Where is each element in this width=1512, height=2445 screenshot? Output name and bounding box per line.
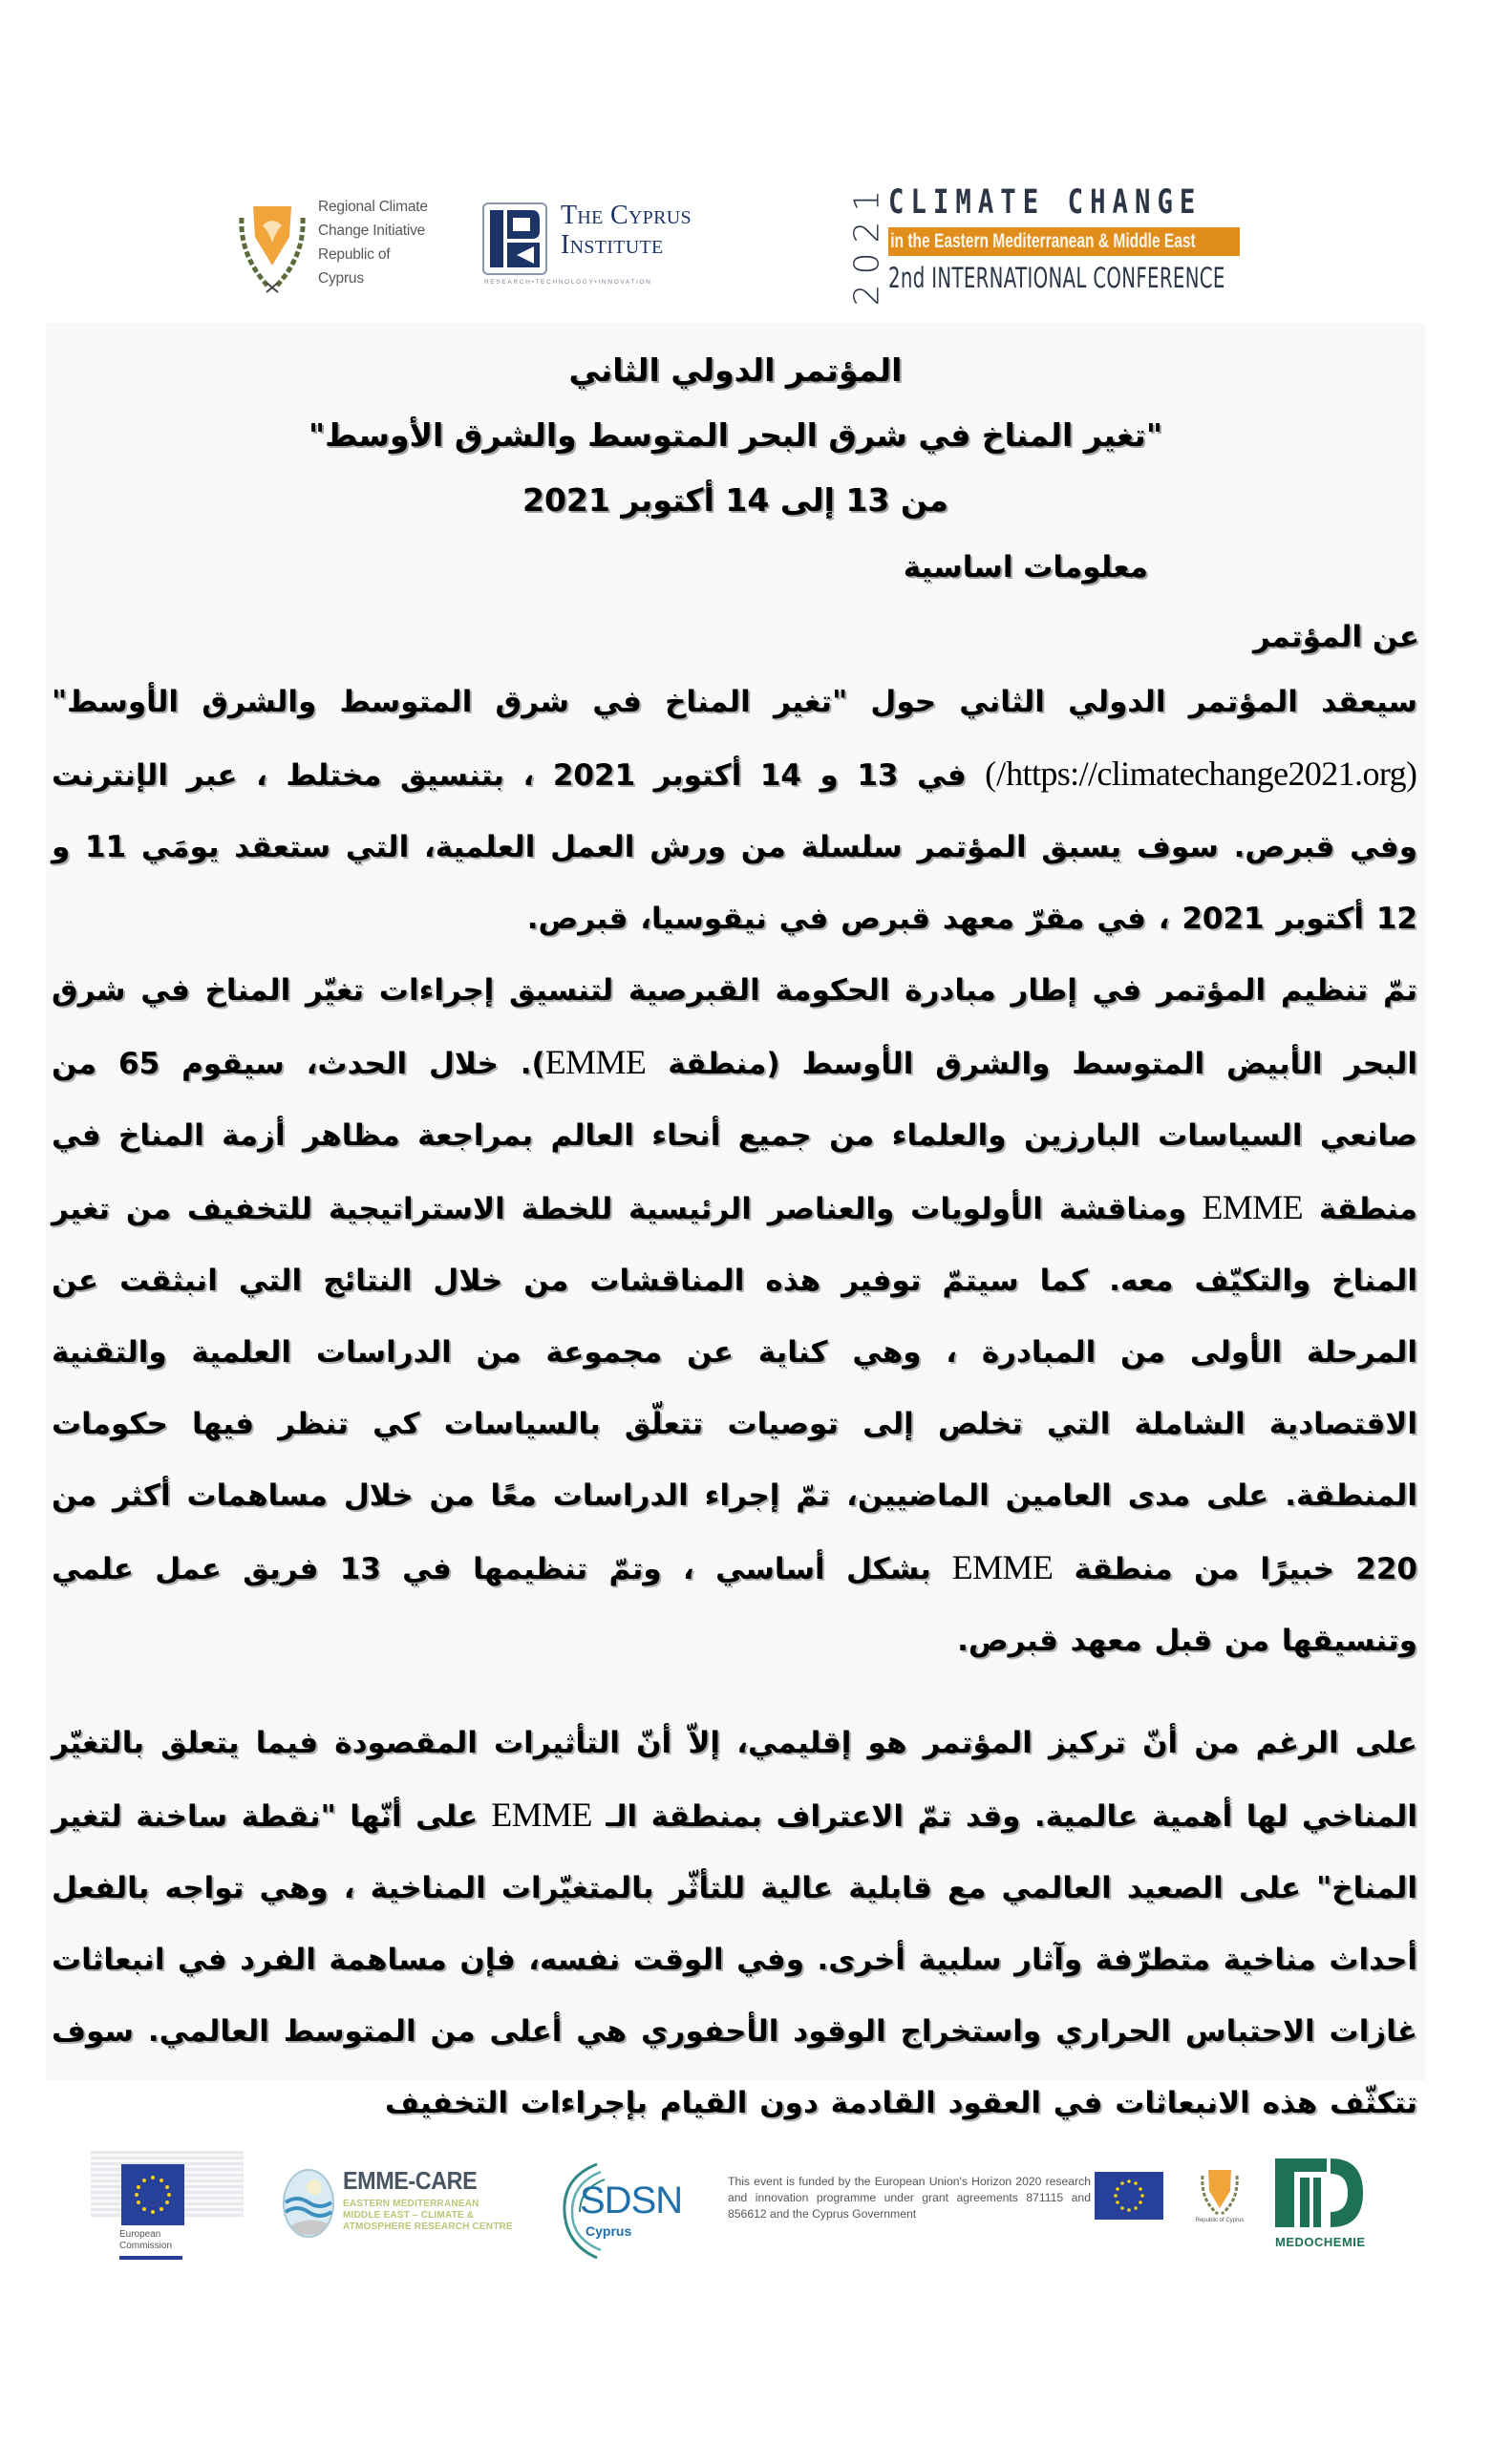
paragraph-2-text: تمّ تنظيم المؤتمر في إطار مبادرة الحكومة القبرصية لتنسيق إجراءات تغيّر المناخ في شرق البحر الأبيض المتوسط والشرق الأوسط (منطقة xyxy=(52,973,1417,1081)
republic-of-cyprus-logo xyxy=(1189,2166,1256,2243)
rcci-line: Regional Climate xyxy=(318,199,428,215)
emme-care-logo xyxy=(282,2166,511,2243)
medochemie-name: MEDOCHEMIE xyxy=(1275,2235,1366,2249)
ec-underline xyxy=(119,2256,182,2260)
conference-logo-line1: CLIMATE CHANGE xyxy=(888,183,1203,222)
eu-flag-icon xyxy=(1095,2172,1163,2220)
emme-care-globe-icon xyxy=(282,2168,335,2239)
conference-logo xyxy=(829,180,1259,307)
sponsor-logos xyxy=(0,2139,1512,2292)
medochemie-logo xyxy=(1275,2153,1371,2258)
roc-label: Republic of Cyprus xyxy=(1195,2218,1245,2223)
paragraph-2-text: ومناقشة الأولويات والعناصر الرئيسية للخطة الاستراتيجية للتخفيف من تغير المناخ والتكيّف معه. كما سيتمّ توفير هذه المناقشات من خلال النتائج التي انبثقت عن المرحلة الأولى من المبادرة ، وهي كناية عن مجموعة من الدراسات العلمية والتقنية الاقتصادية الشاملة التي تخلص إلى توصيات تتعلّق بالسياسات كي تنظر فيها حكومات المنطقة. على مدى العامين الماضيين، تمّ إجراء الدراسات معًا من خلال مساهمات أكثر من 220 خبيرًا من منطقة xyxy=(52,1192,1417,1586)
document-body xyxy=(46,323,1425,2120)
document-dates: من 13 إلى 14 أكتوبر 2021 xyxy=(522,481,948,519)
conference-year: 2021 xyxy=(847,180,887,307)
paragraph-3 xyxy=(52,1708,1417,2139)
ec-label: European xyxy=(119,2229,161,2240)
funding-statement: This event is funded by the European Union's Horizon 2020 research and innovation programme under grant agreements 871115 and 856612 and the Cyprus Government xyxy=(728,2175,1091,2221)
paragraph-1-text: في 13 و 14 أكتوبر 2021 ، بتنسيق مختلط ، عبر الإنترنت وفي قبرص. سوف يسبق المؤتمر سلسلة من ورش العمل العلمية، التي ستعقد يومَي 11 و 12 أكتوبر 2021 ، في مقرّ معهد قبرص في نيقوسيا، قبرص. xyxy=(52,758,1417,936)
emme-term: EMME xyxy=(1202,1188,1303,1226)
paragraph-2-text: ). خلال الحدث، سيقوم 65 من صانعي السياسات البارزين والعلماء من جميع أنحاء العالم بمراجعة مظاهر أزمة المناخ في منطقة xyxy=(52,1047,1417,1226)
paragraph-1-text: سيعقد المؤتمر الدولي الثاني حول "تغير المناخ في شرق المتوسط والشرق الأوسط" xyxy=(52,685,1417,719)
document-subtitle: "تغير المناخ في شرق البحر المتوسط والشرق الأوسط" xyxy=(308,416,1163,454)
emme-care-name: EMME-CARE xyxy=(343,2166,478,2195)
cyi-tagline: RESEARCH•TECHNOLOGY•INNOVATION xyxy=(484,279,652,286)
cyi-name-line1: The Cyprus xyxy=(561,201,692,230)
emme-term: EMME xyxy=(491,1796,592,1834)
sdsn-name: SDSN xyxy=(580,2179,683,2222)
emme-care-desc: ATMOSPHERE RESEARCH CENTRE xyxy=(343,2222,513,2232)
paragraph-2-text: بشكل أساسي ، وتمّ تنظيمها في 13 فريق عمل علمي وتنسيقها من قبل معهد قبرص. xyxy=(52,1552,1417,1658)
conference-logo-line2: in the Eastern Mediterranean & Middle East xyxy=(890,230,1196,252)
emme-care-desc: MIDDLE EAST – CLIMATE & xyxy=(343,2210,475,2221)
cyprus-institute-logo xyxy=(482,199,726,289)
section-heading: معلومات اساسية xyxy=(903,550,1148,585)
rcci-line: Change Initiative xyxy=(318,223,426,239)
regional-climate-initiative-logo xyxy=(234,191,435,296)
paragraph-3-text: على الرغم من أنّ تركيز المؤتمر هو إقليمي، إلاّ أنّ التأثيرات المقصودة فيما يتعلق بالتغيّر المناخي لها أهمية عالمية. وقد تمّ الاعتراف بمنطقة الـ xyxy=(52,1726,1418,1834)
rcci-line: Cyprus xyxy=(318,270,364,287)
about-heading: عن المؤتمر xyxy=(1252,620,1419,654)
document-title: المؤتمر الدولي الثاني xyxy=(568,351,903,389)
paragraph-2 xyxy=(52,955,1417,1677)
emme-term: EMME xyxy=(951,1548,1054,1586)
european-commission-logo xyxy=(91,2151,244,2265)
medochemie-mark-icon xyxy=(1275,2153,1363,2233)
paragraph-1 xyxy=(52,667,1417,955)
rcci-line: Republic of xyxy=(318,246,391,263)
conference-url-link[interactable]: (/https://climatechange2021.org) xyxy=(985,755,1417,793)
cyi-mark-icon xyxy=(482,202,547,275)
cyi-name-line2: Institute xyxy=(561,230,664,260)
sdsn-sub: Cyprus xyxy=(586,2223,632,2239)
eu-flag-icon xyxy=(121,2164,184,2225)
emme-care-desc: EASTERN MEDITERRANEAN xyxy=(343,2199,479,2209)
cyprus-emblem-icon xyxy=(234,199,310,294)
paragraph-3-text: على أنّها "نقطة ساخنة لتغير المناخ" على الصعيد العالمي مع قابلية عالية للتأثّر بالمتغيّرات المناخية ، وهي تواجه بالفعل أحداث مناخية متطرّفة وآثار سلبية أخرى. وفي الوقت نفسه، فإن مساهمة الفرد في انبعاثات غازات الاحتباس الحراري واستخراج الوقود الأحفوري هي أعلى من المتوسط العالمي. سوف تتكثّف هذه الانبعاثات في العقود القادمة دون القيام بإجراءات التخفيف xyxy=(52,1799,1417,2120)
sdsn-cyprus-logo xyxy=(559,2158,692,2264)
cyprus-emblem-icon xyxy=(1189,2166,1250,2218)
conference-logo-line3: 2nd INTERNATIONAL CONFERENCE xyxy=(888,262,1225,294)
conference-logo-banner xyxy=(888,227,1240,256)
ec-label: Commission xyxy=(119,2241,173,2251)
emme-term: EMME xyxy=(544,1043,647,1081)
